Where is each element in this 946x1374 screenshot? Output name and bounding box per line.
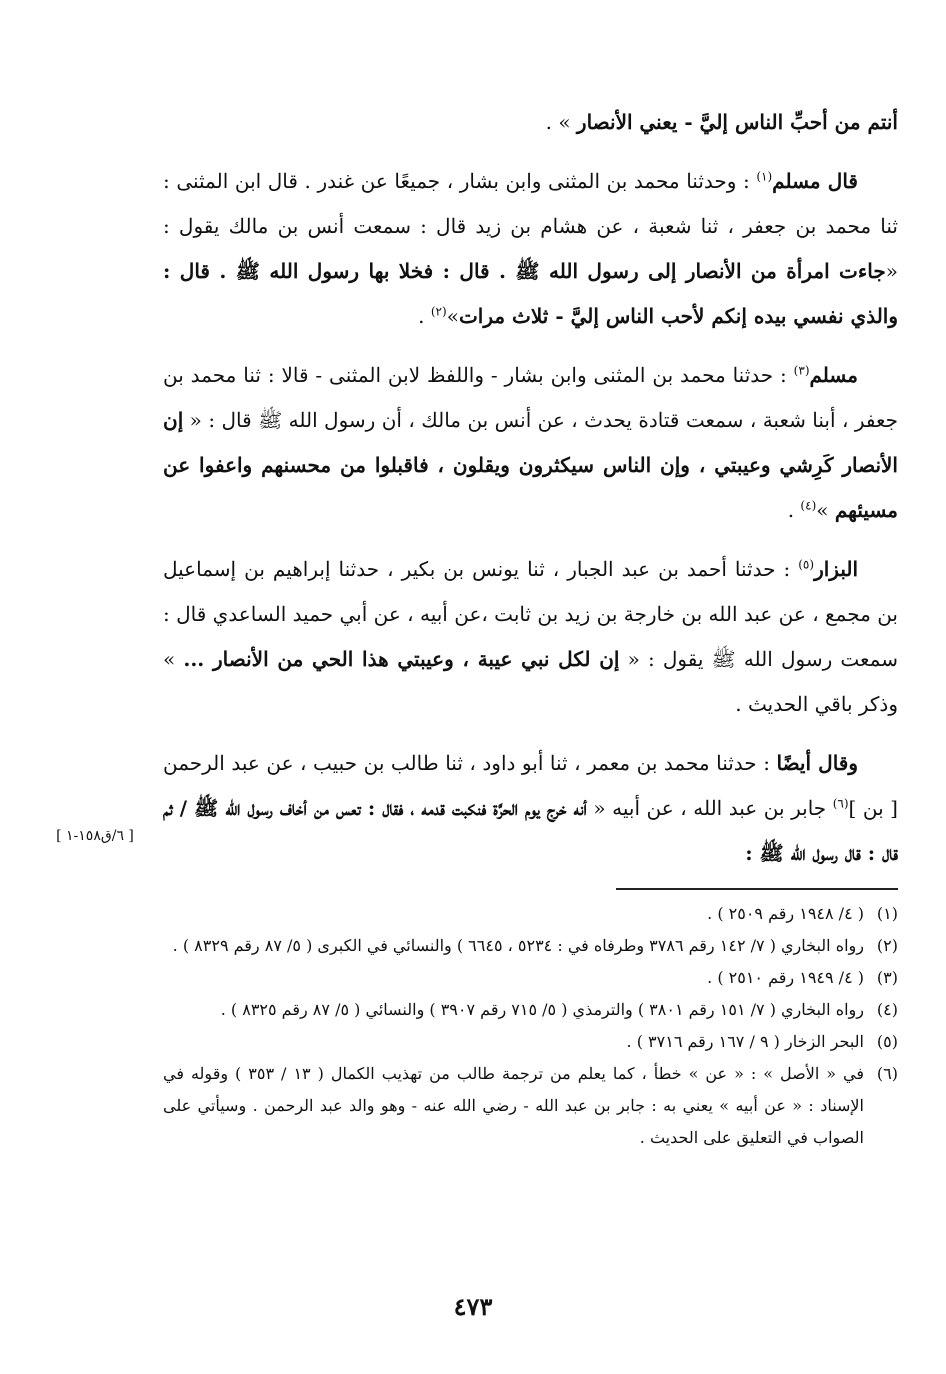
paragraph — [163, 159, 898, 339]
footnote-number: (٦) — [876, 1064, 898, 1083]
bold-text: إن الأنصار كَرِشي وعيبتي ، وإن الناس سيكثرون ويقلون ، فاقبلوا من محسنهم واعفوا عن مسيئهم — [163, 408, 898, 522]
paragraph — [163, 547, 898, 727]
bold-text: قال مسلم — [772, 169, 858, 193]
text-run: . — [418, 304, 431, 328]
text-run: : وحدثنا محمد بن المثنى وابن بشار ، جميعًا عن غندر . قال ابن المثنى : ثنا محمد بن جعفر ، ثنا شعبة ، عن هشام بن زيد قال : سمعت أنس بن مالك يقول : « — [163, 169, 898, 283]
footnote-text: ( ٤/ ١٩٤٩ رقم ٢٥١٠ ) . — [707, 968, 864, 987]
footnote-separator — [616, 888, 898, 890]
text-run: جابر بن عبد الله ، عن أبيه « — [586, 796, 833, 820]
margin-manuscript-reference: [ ٦/ق١٥٨-١ ] — [56, 828, 134, 844]
footnote — [163, 1026, 898, 1058]
footnote-number: (١) — [876, 904, 898, 923]
text-run: » . — [545, 110, 577, 134]
text-run: » — [816, 498, 835, 522]
footnote — [163, 962, 898, 994]
main-text — [163, 100, 898, 890]
footnote-number: (٥) — [876, 1032, 898, 1051]
text-run: » وذكر باقي الحديث . — [163, 647, 898, 716]
footnote-ref: (٦) — [832, 796, 849, 811]
bold-text: وقال أيضًا — [776, 751, 859, 775]
footnote-number: (٣) — [876, 968, 898, 987]
footnote-text: ( ٤/ ١٩٤٨ رقم ٢٥٠٩ ) . — [707, 904, 864, 923]
footnote — [163, 898, 898, 930]
footnotes — [163, 898, 898, 1154]
footnote-ref: (٣) — [793, 363, 810, 378]
bold-text: البزار — [814, 557, 858, 581]
footnote-text: في « الأصل » : « عن » خطأ ، كما يعلم من ترجمة طالب من تهذيب الكمال ( ١٣ / ٣٥٣ ) وقوله في الإسناد : « عن أبيه » يعني به : جابر بن عبد الله - رضي الله عنه - وهو والد عبد الرحمن . وسيأتي على الصواب في التعليق على الحديث . — [163, 1064, 865, 1147]
footnote — [163, 994, 898, 1026]
text-run: : حدثنا محمد بن المثنى وابن بشار - واللفظ لابن المثنى - قالا : ثنا محمد بن جعفر ، أبنا شعبة ، سمعت قتادة يحدث ، عن أنس بن مالك ، أن رسول الله ﷺ قال : « — [163, 363, 898, 432]
footnote-text: البحر الزخار ( ٩ / ١٦٧ رقم ٣٧١٦ ) . — [626, 1032, 864, 1051]
paragraph — [163, 741, 898, 876]
footnote-number: (٤) — [876, 1000, 898, 1019]
text-run: : حدثنا محمد بن معمر ، ثنا أبو داود ، ثنا طالب بن حبيب ، عن عبد الرحمن [ بن ] — [163, 751, 898, 820]
footnote-text: رواه البخاري ( ٧/ ١٥١ رقم ٣٨٠١ ) والترمذي ( ٥/ ٧١٥ رقم ٣٩٠٧ ) والنسائي ( ٥/ ٨٧ رقم ٨٣٢٥ ) . — [220, 1000, 864, 1019]
footnote-ref: (٤) — [800, 498, 817, 513]
text-run: . — [787, 498, 801, 522]
bold-text: جاءت امرأة من الأنصار إلى رسول الله ﷺ . قال : فخلا بها رسول الله ﷺ . قال : والذي نفسي بيده إنكم لأحب الناس إليَّ - ثلاث مرات — [163, 259, 898, 328]
footnote-ref: (٢) — [430, 304, 447, 319]
bold-text: مسلم — [809, 363, 858, 387]
paragraph — [163, 100, 898, 145]
page-number: ٤٧٣ — [453, 1292, 493, 1321]
bold-text: إن لكل نبي عيبة ، وعيبتي هذا الحي من الأنصار ... — [183, 647, 620, 671]
footnote-ref: (٥) — [798, 557, 815, 572]
footnote — [163, 1058, 898, 1154]
bold-text: أنتم من أحبِّ الناس إليَّ - يعني الأنصار — [576, 110, 898, 134]
footnote-number: (٢) — [876, 936, 898, 955]
footnote-text: رواه البخاري ( ٧/ ١٤٢ رقم ٣٧٨٦ وطرفاه في : ٥٢٣٤ ، ٦٦٤٥ ) والنسائي في الكبرى ( ٥/ ٨٧ رقم ٨٣٢٩ ) . — [172, 936, 864, 955]
text-run: » — [446, 304, 459, 328]
text-run: : حدثنا أحمد بن عبد الجبار ، ثنا يونس بن بكير ، حدثنا إبراهيم بن إسماعيل بن مجمع ، عن عبد الله بن خارجة بن زيد بن ثابت ،عن أبيه ، عن أبي حميد الساعدي قال : سمعت رسول الله ﷺ يقول : « — [163, 557, 898, 671]
bold-text: أنه خرج يوم الحرَّة فنكبت قدمه ، فقال : تعس من أخاف رسول الله ﷺ / ثم قال : قال رسول الله ﷺ : — [163, 796, 898, 865]
paragraph — [163, 353, 898, 533]
footnote-ref: (١) — [756, 169, 773, 184]
footnote — [163, 930, 898, 962]
